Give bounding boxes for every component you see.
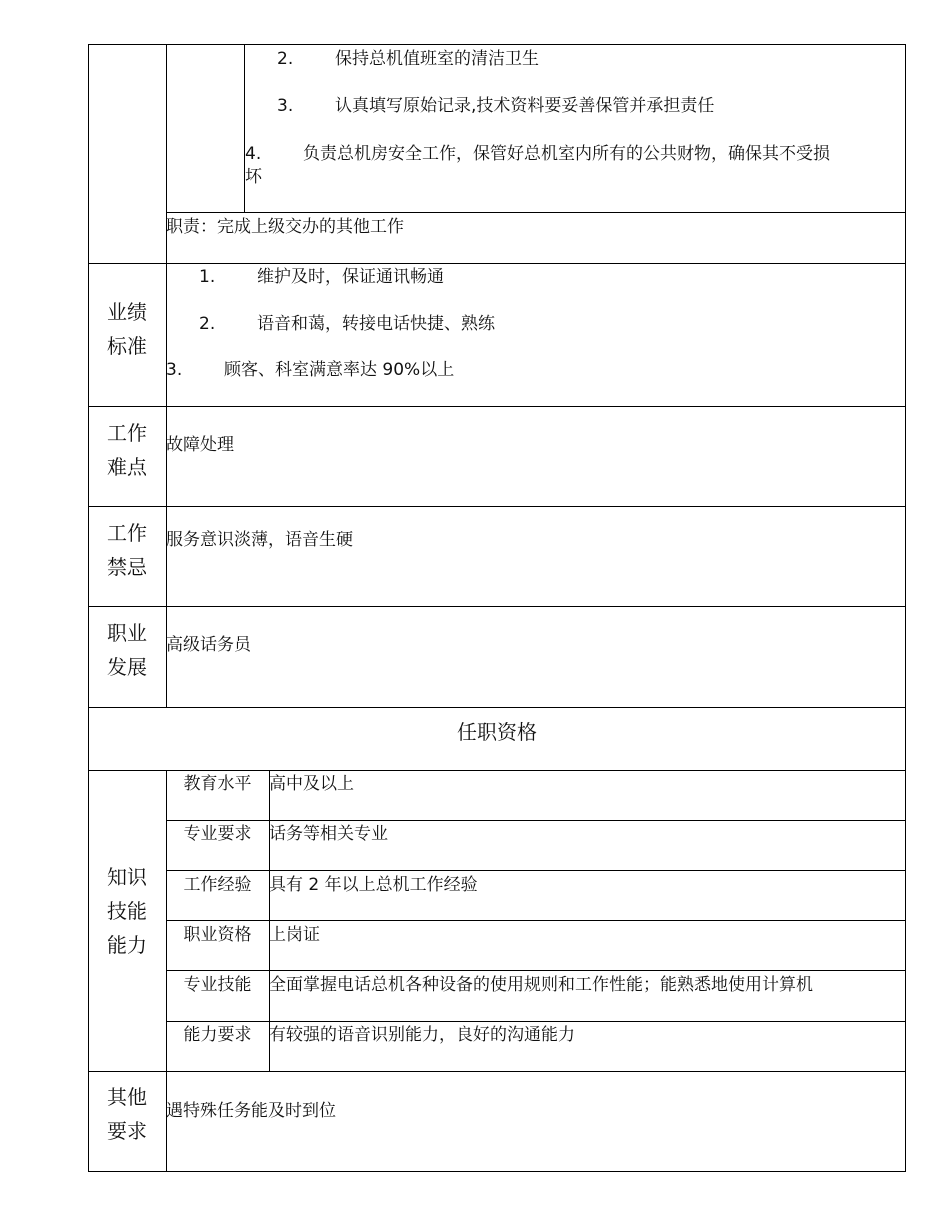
row-divider bbox=[166, 212, 906, 213]
other-label: 其他 要求 bbox=[107, 1085, 147, 1143]
difficulty-label: 工作 难点 bbox=[107, 421, 147, 479]
sub-row-divider bbox=[166, 820, 906, 821]
duty-item-wrap: 坏 bbox=[245, 167, 262, 187]
sub-row-divider bbox=[166, 1021, 906, 1022]
major-value: 话务等相关专业 bbox=[269, 824, 388, 844]
knowledge-label: 知识 技能 能力 bbox=[107, 865, 147, 957]
performance-label: 业绩 标准 bbox=[107, 300, 147, 358]
row-divider bbox=[88, 406, 906, 407]
ability-label: 能力要求 bbox=[183, 1025, 252, 1045]
duty-item: 3. 认真填写原始记录,技术资料要妥善保管并承担责任 bbox=[277, 96, 715, 116]
row-divider bbox=[88, 506, 906, 507]
row-divider bbox=[88, 263, 906, 264]
row-divider bbox=[88, 606, 906, 607]
experience-value: 具有 2 年以上总机工作经验 bbox=[269, 875, 478, 895]
career-value: 高级话务员 bbox=[166, 635, 251, 655]
education-label: 教育水平 bbox=[183, 774, 252, 794]
skill-value: 全面掌握电话总机各种设备的使用规则和工作性能；能熟悉地使用计算机 bbox=[269, 975, 813, 995]
certificate-label: 职业资格 bbox=[183, 925, 252, 945]
ability-value: 有较强的语音识别能力，良好的沟通能力 bbox=[269, 1025, 575, 1045]
row-divider bbox=[88, 1071, 906, 1072]
qualification-title: 任职资格 bbox=[457, 720, 537, 744]
sub-row-divider bbox=[166, 870, 906, 871]
performance-item: 3. 顾客、科室满意率达 90%以上 bbox=[166, 360, 455, 380]
other-duty: 职责：完成上级交办的其他工作 bbox=[166, 217, 404, 237]
sub-row-divider bbox=[166, 920, 906, 921]
taboo-value: 服务意识淡薄，语音生硬 bbox=[166, 530, 353, 550]
certificate-value: 上岗证 bbox=[269, 925, 320, 945]
taboo-label: 工作 禁忌 bbox=[107, 521, 147, 579]
performance-item: 1. 维护及时，保证通讯畅通 bbox=[199, 267, 444, 287]
sub-row-divider bbox=[166, 970, 906, 971]
other-value: 遇特殊任务能及时到位 bbox=[166, 1101, 336, 1121]
career-label: 职业 发展 bbox=[107, 621, 147, 679]
difficulty-value: 故障处理 bbox=[166, 435, 234, 455]
performance-item: 2. 语音和蔼，转接电话快捷、熟练 bbox=[199, 314, 495, 334]
experience-label: 工作经验 bbox=[183, 875, 252, 895]
education-value: 高中及以上 bbox=[269, 774, 354, 794]
duty-item: 4. 负责总机房安全工作，保管好总机室内所有的公共财物，确保其不受损 bbox=[245, 144, 830, 164]
skill-label: 专业技能 bbox=[183, 975, 252, 995]
row-divider bbox=[88, 770, 906, 771]
major-label: 专业要求 bbox=[183, 824, 252, 844]
row-divider bbox=[88, 707, 906, 708]
duty-item: 2. 保持总机值班室的清洁卫生 bbox=[277, 49, 539, 69]
job-description-table bbox=[88, 44, 906, 1172]
